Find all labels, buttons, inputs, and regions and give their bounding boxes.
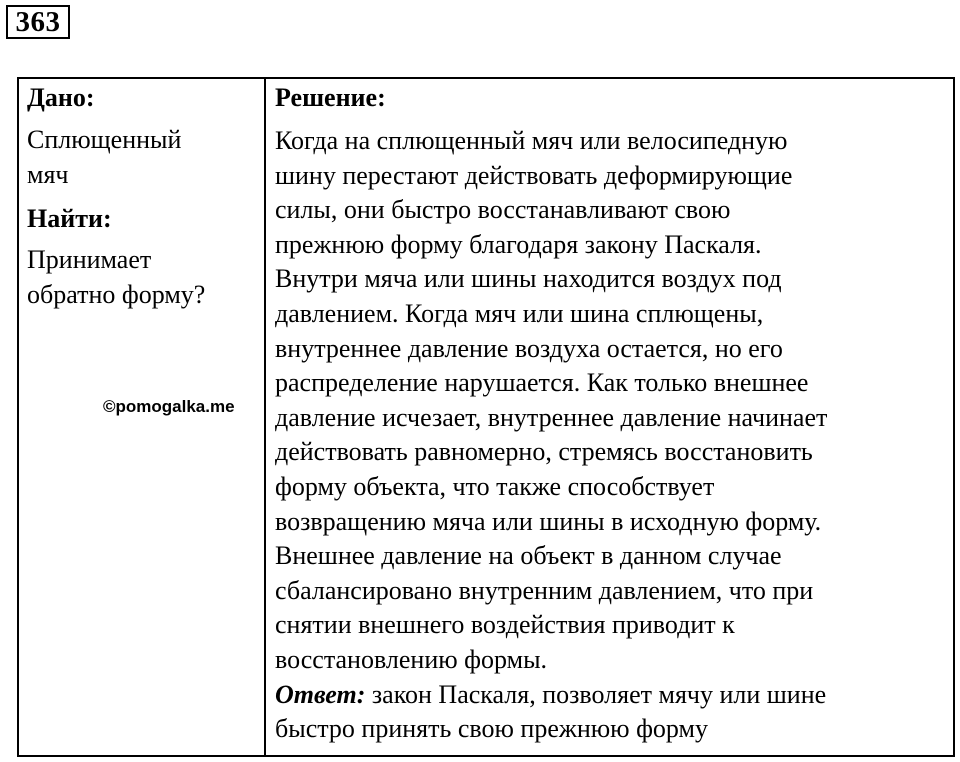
given-text bbox=[27, 123, 257, 192]
solution-line: восстановлению формы. bbox=[275, 644, 548, 674]
answer-text: закон Паскаля, позволяет мячу или шине bbox=[365, 679, 827, 709]
solution-line: распределение нарушается. Как только внешнее bbox=[275, 368, 809, 398]
find-heading: Найти: bbox=[27, 204, 112, 233]
find-line: обратно форму? bbox=[27, 279, 206, 309]
given-line: мяч bbox=[27, 159, 69, 189]
find-text bbox=[27, 243, 262, 312]
solution-line: возвращению мяча или шины в исходную форму. bbox=[275, 506, 822, 536]
solution-table bbox=[17, 77, 955, 757]
solution-line: Внутри мяча или шины находится воздух под bbox=[275, 264, 782, 294]
solution-line: Внешнее давление на объект в данном случае bbox=[275, 541, 782, 571]
solution-line: силы, они быстро восстанавливают свою bbox=[275, 195, 731, 225]
solution-line: сбалансировано внутренним давлением, что при bbox=[275, 575, 814, 605]
solution-line: внутреннее давление воздуха остается, но его bbox=[275, 333, 783, 363]
solution-line: давление исчезает, внутреннее давление начинает bbox=[275, 402, 828, 432]
solution-text bbox=[275, 124, 945, 747]
solution-line: форму объекта, что также способствует bbox=[275, 471, 715, 501]
solution-line: Когда на сплющенный мяч или велосипедную bbox=[275, 126, 788, 155]
solution-heading: Решение: bbox=[275, 83, 386, 112]
answer-line: быстро принять свою прежнюю форму bbox=[275, 714, 708, 744]
problem-number: 363 bbox=[6, 5, 70, 39]
given-column bbox=[19, 79, 266, 755]
given-heading: Дано: bbox=[27, 83, 95, 112]
watermark: ©pomogalka.me bbox=[103, 397, 235, 416]
answer-line bbox=[275, 678, 945, 713]
given-line: Сплющенный bbox=[27, 125, 182, 154]
solution-line: прежнюю форму благодаря закону Паскаля. bbox=[275, 229, 762, 259]
solution-column bbox=[266, 79, 953, 755]
solution-line: действовать равномерно, стремясь восстановить bbox=[275, 437, 813, 467]
solution-line: шину перестают действовать деформирующие bbox=[275, 160, 793, 190]
solution-line: снятии внешнего воздействия приводит к bbox=[275, 610, 735, 640]
answer-label: Ответ: bbox=[275, 679, 366, 709]
solution-line: давлением. Когда мяч или шина сплющены, bbox=[275, 298, 764, 328]
find-line: Принимает bbox=[27, 245, 152, 274]
